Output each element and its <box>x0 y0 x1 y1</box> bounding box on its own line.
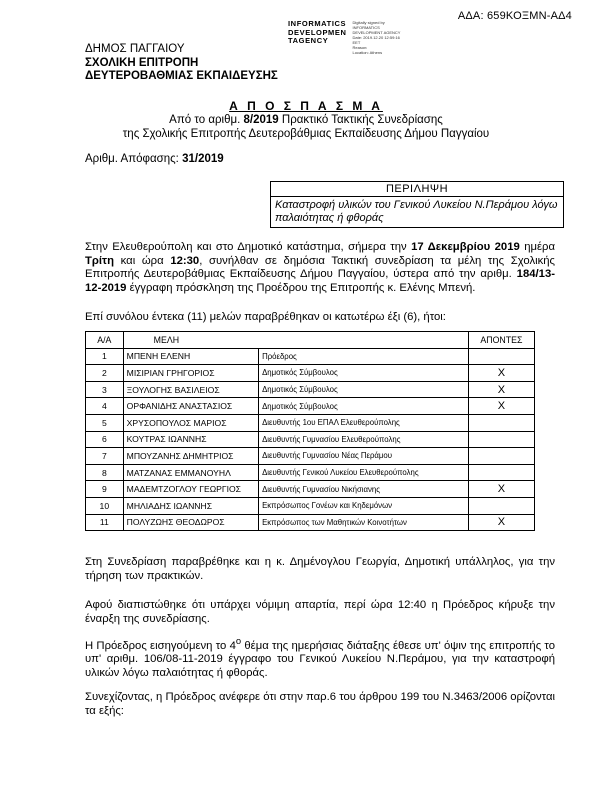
member-name: ΜΠΕΝΗ ΕΛΕΝΗ <box>123 348 258 365</box>
table-row <box>86 381 535 398</box>
row-aa: 8 <box>86 464 124 481</box>
agency-logo-text <box>288 20 347 55</box>
law-paragraph: Συνεχίζοντας, η Πρόεδρος ανέφερε ότι στην παρ.6 του άρθρου 199 του Ν.3463/2006 ορίζονται τα εξής: <box>85 691 555 717</box>
intro-paragraph <box>85 241 555 295</box>
member-role: Εκπρόσωπος των Μαθητικών Κοινοτήτων <box>259 514 469 531</box>
member-role: Δημοτικός Σύμβουλος <box>259 365 469 382</box>
committee-name: ΣΧΟΛΙΚΗ ΕΠΙΤΡΟΠΗ <box>85 56 199 69</box>
table-row <box>86 348 535 365</box>
member-name: ΜΠΟΥΖΑΝΗΣ ΔΗΜΗΤΡΙΟΣ <box>123 448 258 465</box>
decision-label: Αριθμ. Απόφασης: <box>85 153 183 165</box>
municipality-name: ΔΗΜΟΣ ΠΑΓΓΑΙΟΥ <box>85 43 185 55</box>
ordinal-superscript: ο <box>235 635 242 646</box>
agenda-text: θέμα της ημερήσιας διάταξης έθεσε υπ' όψιν της επιτροπής το υπ' αριθμ. 106/08-11-2019 έγγραφο του Γενικού Λυκείου Ν.Περάμου, για την καταστροφή υλικών λόγω παλαιότητας ή φθοράς. <box>85 639 555 679</box>
member-name: ΧΡΥΣΟΠΟΥΛΟΣ ΜΑΡΙΟΣ <box>123 414 258 431</box>
member-role: Εκπρόσωπος Γονέων και Κηδεμόνων <box>259 497 469 514</box>
member-name: ΜΑΤΖΑΝΑΣ ΕΜΜΑΝΟΥΗΛ <box>123 464 258 481</box>
members-table <box>85 331 535 531</box>
member-name: ΟΡΦΑΝΙΔΗΣ ΑΝΑΣΤΑΣΙΟΣ <box>123 398 258 415</box>
signature-line: Date: 2019.12.20 12:59:16 <box>352 35 400 40</box>
table-row <box>86 481 535 498</box>
row-aa: 11 <box>86 514 124 531</box>
minutes-number: 8/2019 <box>243 114 279 126</box>
decision-value: 31/2019 <box>182 153 224 165</box>
header-absent: ΑΠΟΝΤΕΣ <box>468 332 534 349</box>
meeting-date: 17 Δεκεμβρίου 2019 <box>411 241 520 253</box>
header-aa: Α/Α <box>86 332 124 349</box>
signature-line: INFORMATICS <box>352 25 380 30</box>
ada-code: ΑΔΑ: 659ΚΟΞΜΝ-ΑΔ4 <box>457 10 572 22</box>
absent-mark <box>468 431 534 448</box>
row-aa: 6 <box>86 431 124 448</box>
intro-text: έγγραφη πρόσκληση της Προέδρου της Επιτροπής κ. Ελένης Μπενή. <box>126 281 476 294</box>
member-role: Δημοτικός Σύμβουλος <box>259 381 469 398</box>
secretary-paragraph: Στη Συνεδρίαση παραβρέθηκε και η κ. Δημένογλου Γεωργία, Δημοτική υπάλληλος, για την τήρηση των πρακτικών. <box>85 556 555 582</box>
document-title: Α Π Ο Σ Π Α Σ Μ Α <box>229 99 383 113</box>
absent-mark: Χ <box>468 365 534 382</box>
member-role: Διευθυντής Γυμνασίου Ελευθερούπολης <box>259 431 469 448</box>
absent-mark <box>468 348 534 365</box>
table-row <box>86 398 535 415</box>
member-name: ΞΟΥΛΟΓΗΣ ΒΑΣΙΛΕΙΟΣ <box>123 381 258 398</box>
committee-line: της Σχολικής Επιτροπής Δευτεροβάθμιας Εκπαίδευσης Δήμου Παγγαίου <box>122 127 490 140</box>
row-aa: 2 <box>86 365 124 382</box>
decision-number <box>85 153 224 165</box>
quorum-paragraph: Αφού διαπιστώθηκε ότι υπάρχει νόμιμη απαρτία, περί ώρα 12:40 η Πρόεδρος κήρυξε την έναρξη της συνεδρίασης. <box>85 599 555 625</box>
absent-mark <box>468 497 534 514</box>
absent-mark: Χ <box>468 381 534 398</box>
logo-line: DEVELOPMEN <box>288 27 347 37</box>
table-row <box>86 431 535 448</box>
summary-heading: ΠΕΡΙΛΗΨΗ <box>271 182 563 197</box>
minutes-prefix: Από το αριθμ. <box>169 114 244 126</box>
row-aa: 10 <box>86 497 124 514</box>
table-row <box>86 414 535 431</box>
agenda-text: Η Πρόεδρος εισηγούμενη το 4 <box>85 639 236 652</box>
header-members: ΜΕΛΗ <box>123 332 468 349</box>
table-row <box>86 448 535 465</box>
row-aa: 9 <box>86 481 124 498</box>
education-level: ΔΕΥΤΕΡΟΒΑΘΜΙΑΣ ΕΚΠΑΙΔΕΥΣΗΣ <box>85 70 278 82</box>
signature-line: DEVELOPMENT AGENCY <box>352 30 401 35</box>
logo-line: TAGENCY <box>288 36 329 45</box>
member-role: Δημοτικός Σύμβουλος <box>259 398 469 415</box>
intro-text: ημέρα <box>519 241 555 253</box>
absent-mark: Χ <box>468 514 534 531</box>
table-row <box>86 464 535 481</box>
absent-mark <box>468 464 534 481</box>
absent-mark: Χ <box>468 481 534 498</box>
member-role: Διευθυντής Γυμνασίου Νικήσιανης <box>259 481 469 498</box>
logo-line: INFORMATICS <box>288 19 347 28</box>
row-aa: 5 <box>86 414 124 431</box>
member-name: ΜΑΔΕΜΤΖΟΓΛΟΥ ΓΕΩΡΓΙΟΣ <box>123 481 258 498</box>
digital-signature-stamp <box>288 20 400 55</box>
member-role: Πρόεδρος <box>259 348 469 365</box>
organization-header <box>85 43 278 84</box>
intro-text: , συνήλθαν σε δημόσια Τακτική συνεδρίαση τα μέλη της Σχολικής Επιτροπής Δευτεροβάθμιας Εκπαίδευσης Δήμου Παγγαίου, ύστερα από την αριθμ. <box>85 254 555 280</box>
member-role: Διευθυντής Γενικού Λυκείου Ελευθερούπολης <box>259 464 469 481</box>
signature-line: Location: Athens <box>352 50 383 55</box>
meeting-time: 12:30 <box>170 254 200 267</box>
agenda-paragraph <box>85 634 555 680</box>
table-row <box>86 365 535 382</box>
table-row <box>86 497 535 514</box>
signature-line: Reason: <box>352 45 368 50</box>
intro-text: και ώρα <box>113 254 171 267</box>
absent-mark: Χ <box>468 398 534 415</box>
table-row <box>86 514 535 531</box>
member-name: ΜΙΣΙΡΙΑΝ ΓΡΗΓΟΡΙΟΣ <box>123 365 258 382</box>
table-header-row <box>86 332 535 349</box>
member-name: ΠΟΛΥΖΩΗΣ ΘΕΟΔΩΡΟΣ <box>123 514 258 531</box>
signature-line: Digitally signed by <box>352 20 385 25</box>
row-aa: 1 <box>86 348 124 365</box>
row-aa: 7 <box>86 448 124 465</box>
member-role: Διευθυντής Γυμνασίου Νέας Περάμου <box>259 448 469 465</box>
meeting-day: Τρίτη <box>85 254 114 267</box>
members-intro: Επί συνόλου έντεκα (11) μελών παραβρέθηκαν οι κατωτέρω έξι (6), ήτοι: <box>85 311 446 323</box>
signature-details <box>353 20 401 55</box>
row-aa: 3 <box>86 381 124 398</box>
member-name: ΜΗΛΙΑΔΗΣ ΙΩΑΝΝΗΣ <box>123 497 258 514</box>
intro-text: Στην Ελευθερούπολη και στο Δημοτικό κατάστημα, σήμερα την <box>85 241 412 253</box>
absent-mark <box>468 448 534 465</box>
invitation-protocol: 184/13-12-2019 <box>85 268 555 294</box>
signature-line: EET <box>352 40 361 45</box>
member-name: ΚΟΥΤΡΑΣ ΙΩΑΝΝΗΣ <box>123 431 258 448</box>
minutes-reference <box>0 114 612 128</box>
summary-box <box>270 181 564 228</box>
summary-text: Καταστροφή υλικών του Γενικού Λυκείου Ν.Περάμου λόγω παλαιότητας ή φθοράς <box>275 199 558 224</box>
document-subtitle <box>0 114 612 141</box>
member-role: Διευθυντής 1ου ΕΠΑΛ Ελευθερούπολης <box>259 414 469 431</box>
row-aa: 4 <box>86 398 124 415</box>
minutes-suffix: Πρακτικό Τακτικής Συνεδρίασης <box>278 114 443 126</box>
absent-mark <box>468 414 534 431</box>
